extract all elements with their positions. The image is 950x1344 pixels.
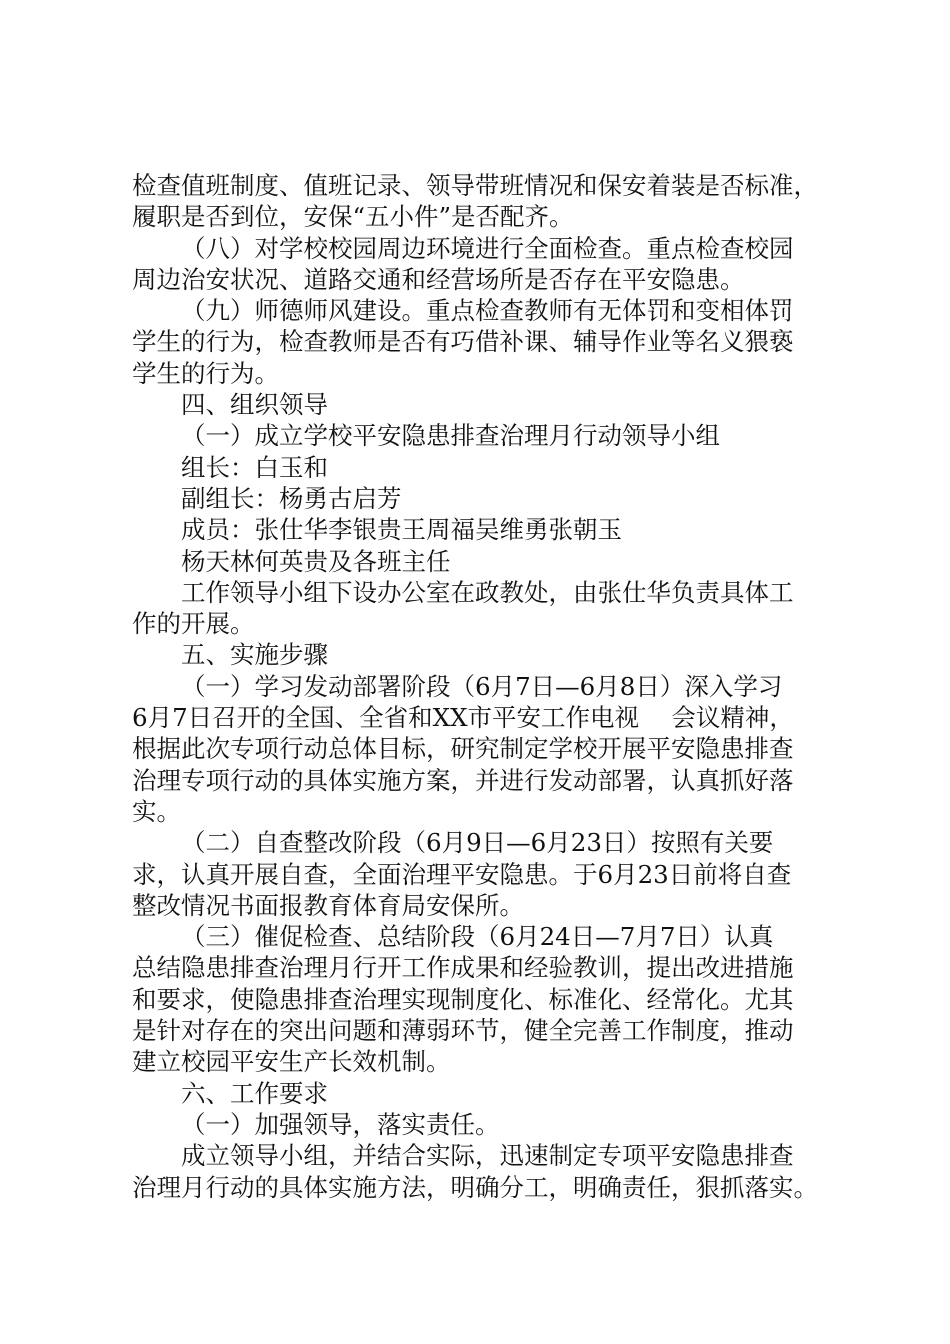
text-line: （八）对学校校园周边环境进行全面检查。重点检查校园 bbox=[181, 233, 794, 263]
paragraph bbox=[132, 452, 822, 483]
text-line: 五、实施步骤 bbox=[181, 640, 328, 670]
paragraph bbox=[132, 671, 822, 827]
text-line: 6月7日召开的全国、全省和XX市平安工作电视 会议精神， bbox=[132, 703, 794, 733]
text-line: 建立校园平安生产长效机制。 bbox=[132, 1047, 451, 1077]
paragraph bbox=[132, 639, 822, 670]
text-line: 根据此次专项行动总体目标，研究制定学校开展平安隐患排查 bbox=[132, 734, 794, 764]
text-line: （一）加强领导，落实责任。 bbox=[181, 1109, 500, 1139]
paragraph bbox=[132, 1109, 822, 1140]
text-line: 是针对存在的突出问题和薄弱环节，健全完善工作制度，推动 bbox=[132, 1016, 794, 1046]
text-line: 副组长：杨勇古启芳 bbox=[181, 483, 402, 513]
text-line: 治理专项行动的具体实施方案，并进行发动部署，认真抓好落 bbox=[132, 765, 794, 795]
text-line: 成员：张仕华李银贵王周福吴维勇张朝玉 bbox=[181, 515, 622, 545]
paragraph bbox=[132, 420, 822, 451]
paragraph bbox=[132, 1078, 822, 1109]
paragraph bbox=[132, 577, 822, 640]
text-line: 求，认真开展自查，全面治理平安隐患。于6月23日前将自查 bbox=[132, 859, 792, 889]
text-line: 履职是否到位，安保“五小件”是否配齐。 bbox=[132, 202, 574, 232]
text-line: 和要求，使隐患排查治理实现制度化、标准化、经常化。尤其 bbox=[132, 984, 794, 1014]
text-line: 杨天林何英贵及各班主任 bbox=[181, 546, 451, 576]
text-line: 实。 bbox=[132, 796, 181, 826]
paragraph bbox=[132, 389, 822, 420]
text-line: （二）自查整改阶段（6月9日—6月23日）按照有关要 bbox=[181, 828, 774, 858]
text-line: 成立领导小组，并结合实际，迅速制定专项平安隐患排查 bbox=[181, 1141, 794, 1171]
paragraph bbox=[132, 827, 822, 921]
paragraph bbox=[132, 170, 822, 233]
text-line: 六、工作要求 bbox=[181, 1078, 328, 1108]
text-line: 周边治安状况、道路交通和经营场所是否存在平安隐患。 bbox=[132, 264, 745, 294]
paragraph bbox=[132, 233, 822, 296]
paragraph bbox=[132, 546, 822, 577]
text-line: 组长：白玉和 bbox=[181, 452, 328, 482]
text-line: （三）催促检查、总结阶段（6月24日—7月7日）认真 bbox=[181, 922, 774, 952]
text-line: （一）成立学校平安隐患排查治理月行动领导小组 bbox=[181, 421, 720, 451]
text-line: 总结隐患排查治理月行开工作成果和经验教训，提出改进措施 bbox=[132, 953, 794, 983]
text-line: 作的开展。 bbox=[132, 609, 255, 639]
document-page bbox=[132, 170, 822, 1203]
text-line: （一）学习发动部署阶段（6月7日—6月8日）深入学习 bbox=[181, 671, 783, 701]
text-line: 四、组织领导 bbox=[181, 390, 328, 420]
text-line: 工作领导小组下设办公室在政教处，由张仕华负责具体工 bbox=[181, 577, 794, 607]
paragraph bbox=[132, 1140, 822, 1203]
paragraph bbox=[132, 483, 822, 514]
text-line: 检查值班制度、值班记录、领导带班情况和保安着装是否标准， bbox=[132, 171, 818, 200]
text-line: 治理月行动的具体实施方法，明确分工，明确责任，狠抓落实。 bbox=[132, 1172, 818, 1202]
paragraph bbox=[132, 514, 822, 545]
text-line: 学生的行为，检查教师是否有巧借补课、辅导作业等名义猥亵 bbox=[132, 327, 794, 357]
text-line: 学生的行为。 bbox=[132, 358, 279, 388]
text-line: 整改情况书面报教育体育局安保所。 bbox=[132, 890, 524, 920]
paragraph bbox=[132, 921, 822, 1077]
paragraph bbox=[132, 295, 822, 389]
text-line: （九）师德师风建设。重点检查教师有无体罚和变相体罚 bbox=[181, 296, 794, 326]
